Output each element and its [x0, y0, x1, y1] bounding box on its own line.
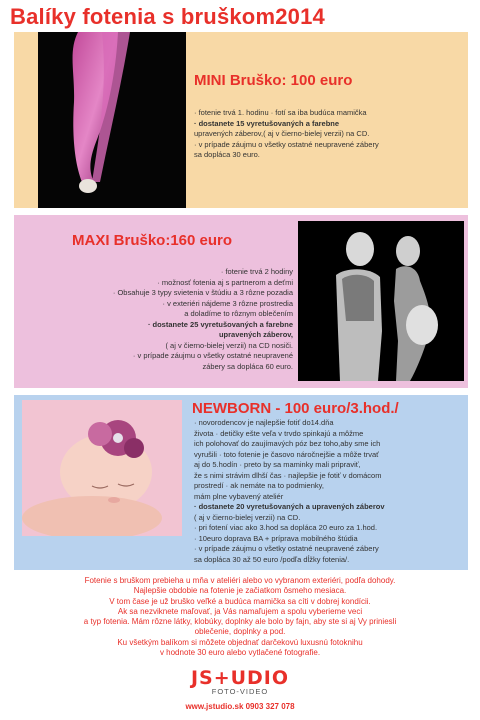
jstudio-logo: [0, 667, 480, 696]
logo-subtitle: FOTO-VIDEO: [211, 687, 269, 696]
detail-line: vyrušili · toto fotenie je časovo náročnejšie a môže trvať: [194, 449, 379, 459]
detail-line: · dostanete 15 vyretušovaných a farebne: [194, 118, 340, 128]
detail-line: · v prípade záujmu o všetky ostatné neupravené zábery: [194, 544, 379, 553]
detail-line: mám plne vybavený ateliér: [194, 491, 284, 501]
detail-line: a doladíme to rôznym oblečením: [184, 309, 293, 318]
detail-line: sa dopláca 30 euro.: [194, 150, 260, 159]
newborn-baby-photo: [22, 400, 182, 536]
detail-line: aj do 5.hodín · preto by sa maminky mali pripraviť,: [194, 460, 361, 469]
detail-line: · 10euro doprava BA + príprava mobilného štúdia: [194, 533, 358, 543]
detail-line: ich polohovať do zaujímavých póz bez toho,aby sme ich: [194, 439, 381, 448]
footer-line: Fotenie s bruškom prebieha u mňa v ateliéri alebo vo vybranom exteriéri, podľa dohody.: [84, 576, 396, 585]
detail-line: ( aj v čierno-bielej verzii) na CD.: [194, 512, 301, 522]
detail-line: · fotenie trvá 2 hodiny: [220, 267, 293, 276]
detail-line: · Obsahuje 3 typy svietenia v štúdiu a 3 rôzne pozadia: [112, 288, 293, 297]
detail-line: · v exteriéri nájdeme 3 rôzne prostredia: [162, 298, 293, 308]
footer-line: Ku všetkým balíkom si môžete objednať darčekovú luxusnú fotoknihu: [117, 637, 363, 647]
newborn-package-title: NEWBORN - 100 euro/3.hod./: [192, 400, 399, 417]
detail-line: · dostanete 25 vyretušovaných a farebne: [147, 319, 293, 329]
detail-line: · fotenie trvá 1. hodinu · fotí sa iba budúca mamička: [194, 108, 367, 117]
detail-line: · v prípade záujmu o všetky ostatné neupravené: [132, 351, 293, 360]
footer-line: V tom čase je už bruško veľké a budúca mamička sa cíti v dobrej kondícii.: [109, 596, 371, 606]
detail-line: · novorodencov je najlepšie fotiť do14.dňa: [194, 418, 334, 427]
footer-info-text: [14, 576, 466, 658]
footer-line: v hodnote 30 euro alebo vytlačené fotografie.: [159, 648, 321, 658]
mini-package-details: [194, 108, 464, 161]
detail-line: · pri fotení viac ako 3.hod sa dopláca 20 euro za 1.hod.: [194, 523, 378, 532]
newborn-package-details: [194, 418, 468, 565]
detail-line: života · detičky ešte veľa v trvdo spinkajú a môžme: [194, 428, 364, 438]
detail-line: sa dopláca 30 až 50 euro /podľa dĺžky fotenia/.: [194, 554, 350, 564]
maternity-fabric-photo: [38, 32, 186, 208]
detail-line: · v prípade záujmu o všetky ostatné neupravené zábery: [194, 139, 379, 149]
detail-line: upravených záberov,: [218, 330, 293, 339]
detail-line: zábery sa dopláca 60 euro.: [202, 361, 293, 371]
detail-line: prostredí · ak nemáte na to podmienky,: [194, 481, 324, 490]
mini-package-title: MINI Bruško: 100 euro: [194, 72, 353, 89]
footer-line: Ak sa nezviknete maľovať, ja Vás namaľujem a spolu vyberieme veci: [117, 606, 363, 616]
footer-line: Najlepšie obdobie na fotenie je začiatkom ôsmeho mesiaca.: [133, 586, 347, 596]
logo-wordmark: JS+UDIO: [190, 667, 290, 689]
footer-line: a typ fotenia. Mám rôzne látky, klobúky, doplnky ale bolo by fajn, aby ste si aj Vy priniesli: [83, 617, 397, 627]
detail-line: upravených záberov,( aj v čierno-bielej verzii) na CD.: [194, 129, 370, 138]
detail-line: ( aj v čierno-bielej verzii) na CD nosiči.: [165, 340, 293, 350]
maxi-package-details: [18, 267, 293, 372]
contact-info[interactable]: www.jstudio.sk 0903 327 078: [185, 702, 295, 711]
page-title: Balíky fotenia s bruškom2014: [10, 4, 325, 29]
maxi-package-title: MAXI Bruško:160 euro: [72, 232, 233, 249]
footer-line: oblečenie, doplnky a pod.: [194, 627, 286, 637]
detail-line: že s nimi strávim dlhší čas · najlepšie je fotiť v domácom: [194, 470, 382, 480]
detail-line: · dostanete 20 vyretušovaných a upravených záberov: [194, 502, 385, 511]
detail-line: · možnosť fotenia aj s partnerom a deťmi: [157, 277, 293, 287]
couple-silhouette-photo: [298, 221, 464, 381]
